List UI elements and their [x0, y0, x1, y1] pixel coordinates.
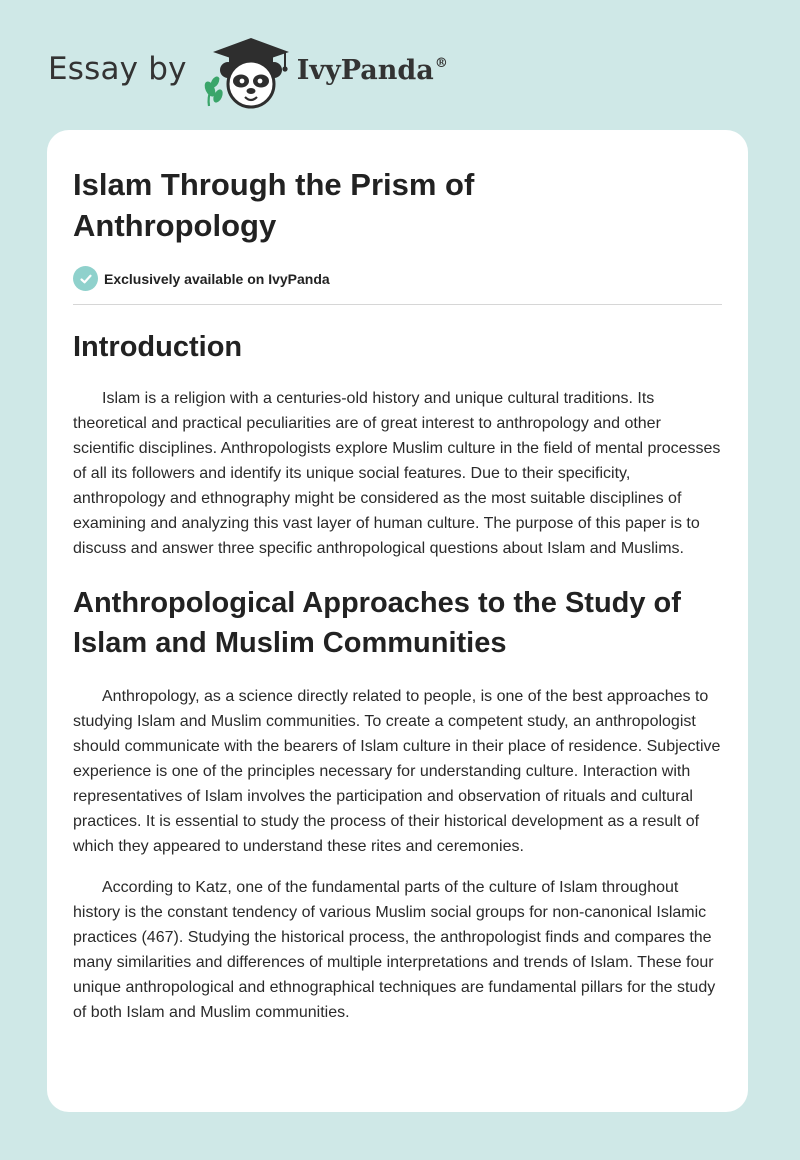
paragraph: According to Katz, one of the fundamental parts of the culture of Islam throughout history is the constant tendency of various Muslim social groups for non-canonical Islamic practices (467). Studying the historical process, the anthropologist finds and compares the many similarities and differences of multiple interpretations and trends of Islam. These four unique anthropological and ethnographical techniques are fundamental pillars for the study of both Islam and Muslim communities. [73, 879, 716, 1021]
paragraph: Anthropology, as a science directly related to people, is one of the best approaches to studying Islam and Muslim communities. To create a competent study, an anthropologist should communicate with the bearers of Islam culture in their place of residence. Subjective experience is one of the principles necessary for understanding culture. Interaction with representatives of Islam involves the participation and observation of rituals and cultural practices. It is essential to study the process of their historical development as a result of which they appeared to understand these rites and ceremonies. [73, 688, 721, 855]
panda-graduate-icon [201, 34, 293, 110]
section-heading: Introduction [73, 331, 243, 363]
brand-name-text: IvyPanda [296, 54, 434, 86]
badge-text: Exclusively available on IvyPanda [104, 270, 330, 287]
brand-header [48, 34, 448, 110]
brand-prefix: Essay by [48, 51, 187, 87]
essay-card [47, 130, 748, 1112]
registered-mark: ® [434, 55, 448, 71]
section-heading: Anthropological Approaches to the Study of Islam and Muslim Communities [73, 587, 681, 659]
brand-name [297, 55, 448, 86]
title-divider [73, 304, 722, 305]
page-title: Islam Through the Prism of Anthropology [73, 167, 475, 243]
exclusive-badge [73, 266, 722, 291]
check-circle-icon [73, 266, 98, 291]
paragraph: Islam is a religion with a centuries-old history and unique cultural traditions. Its theoretical and practical peculiarities are of great interest to anthropology and other scientific disciplines. Anthropologists explore Muslim culture in the field of mental processes of all its followers and identify its unique social features. Due to their specificity, anthropology and ethnography might be considered as the most suitable disciplines of examining and analyzing this vast layer of human culture. The purpose of this paper is to discuss and answer three specific anthropological questions about Islam and Muslims. [73, 390, 721, 557]
